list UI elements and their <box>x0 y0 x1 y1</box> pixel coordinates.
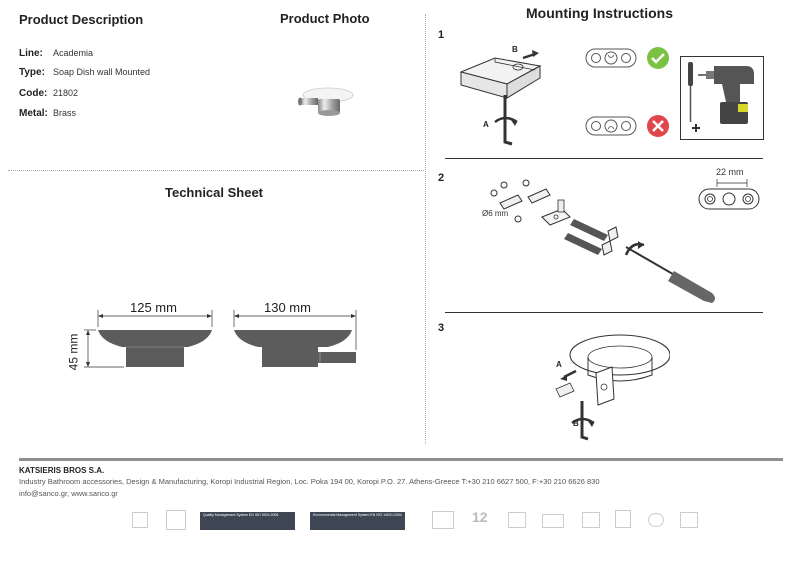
column-divider <box>425 14 426 444</box>
step-divider <box>445 158 763 159</box>
step3-label-b: B <box>573 419 579 428</box>
step2-hole-size: Ø6 mm <box>482 209 509 218</box>
dish-side-view <box>234 330 356 367</box>
cert-text: Environmental Management System EN ISO 14001:2004 <box>313 513 402 517</box>
spec-row-code <box>19 83 150 103</box>
spec-value: Soap Dish wall Mounted <box>53 67 151 77</box>
step3-label-a: A <box>556 360 562 369</box>
cross-icon <box>646 114 670 138</box>
dimension-width-side: 130 mm <box>264 300 311 315</box>
spec-value: Academia <box>53 48 94 58</box>
logo-icon <box>166 510 186 530</box>
spacing-diagram <box>697 175 761 215</box>
logo-icon <box>648 513 664 527</box>
spec-label: Code: <box>19 88 48 99</box>
tools-illustration <box>680 56 764 140</box>
spec-value: 21802 <box>53 88 79 98</box>
spec-label: Metal: <box>19 108 48 119</box>
check-icon <box>646 46 670 70</box>
logo-icon <box>432 511 454 529</box>
bracket-holes-wrong <box>585 115 637 137</box>
logo-icon <box>582 512 600 528</box>
dish-front-view <box>98 330 212 367</box>
product-description-title: Product Description <box>19 12 144 27</box>
step2-fixings-illustration <box>478 175 728 305</box>
technical-sheet-title: Technical Sheet <box>165 185 264 200</box>
bracket-holes-correct <box>585 47 637 69</box>
logo-icon <box>542 514 564 528</box>
step-number: 3 <box>438 322 445 334</box>
spec-value: Brass <box>53 108 77 118</box>
logo-icon <box>132 512 148 528</box>
warranty-logo-text: 12 <box>472 509 488 525</box>
company-contact: info@sanco.gr, www.sanco.gr <box>19 489 118 498</box>
company-address: Industry Bathroom accessories, Design & Manufacturing, Koropi Industrial Region, Loc. Poka 194 00, Koropi P.O. 27. Athens-Greece T:+30 210 6627 500, F:+30 210 6626 830 <box>19 477 600 486</box>
dimension-width-front: 125 mm <box>130 300 177 315</box>
environment-cert-badge <box>310 512 405 530</box>
logo-icon <box>680 512 698 528</box>
logo-icon <box>508 512 526 528</box>
step-number: 1 <box>438 29 445 41</box>
spec-row-metal <box>19 103 150 121</box>
spec-row-line <box>19 43 150 62</box>
step3-assembly-illustration <box>540 325 670 445</box>
footer-divider <box>19 458 783 461</box>
company-name: KATSIERIS BROS S.A. <box>19 466 105 475</box>
product-photo <box>296 85 356 123</box>
spec-label: Line: <box>19 48 43 59</box>
step1-label-a: A <box>483 120 489 129</box>
section-divider <box>8 170 424 171</box>
step2-spacing: 22 mm <box>716 167 744 177</box>
product-photo-title: Product Photo <box>280 11 370 26</box>
step1-label-b: B <box>512 45 518 54</box>
dimension-height: 45 mm <box>66 333 81 371</box>
step1-bracket-illustration <box>455 40 555 155</box>
quality-cert-badge <box>200 512 295 530</box>
step-divider <box>445 312 763 313</box>
step-number: 2 <box>438 172 445 184</box>
spec-row-type <box>19 62 150 83</box>
logo-icon <box>615 510 631 528</box>
cert-text: Quality Management System EN ISO 9001:2008 <box>203 513 279 517</box>
technical-drawing <box>70 295 370 375</box>
spec-label: Type: <box>19 67 45 78</box>
mounting-title: Mounting Instructions <box>526 5 673 21</box>
spec-list <box>19 43 150 121</box>
